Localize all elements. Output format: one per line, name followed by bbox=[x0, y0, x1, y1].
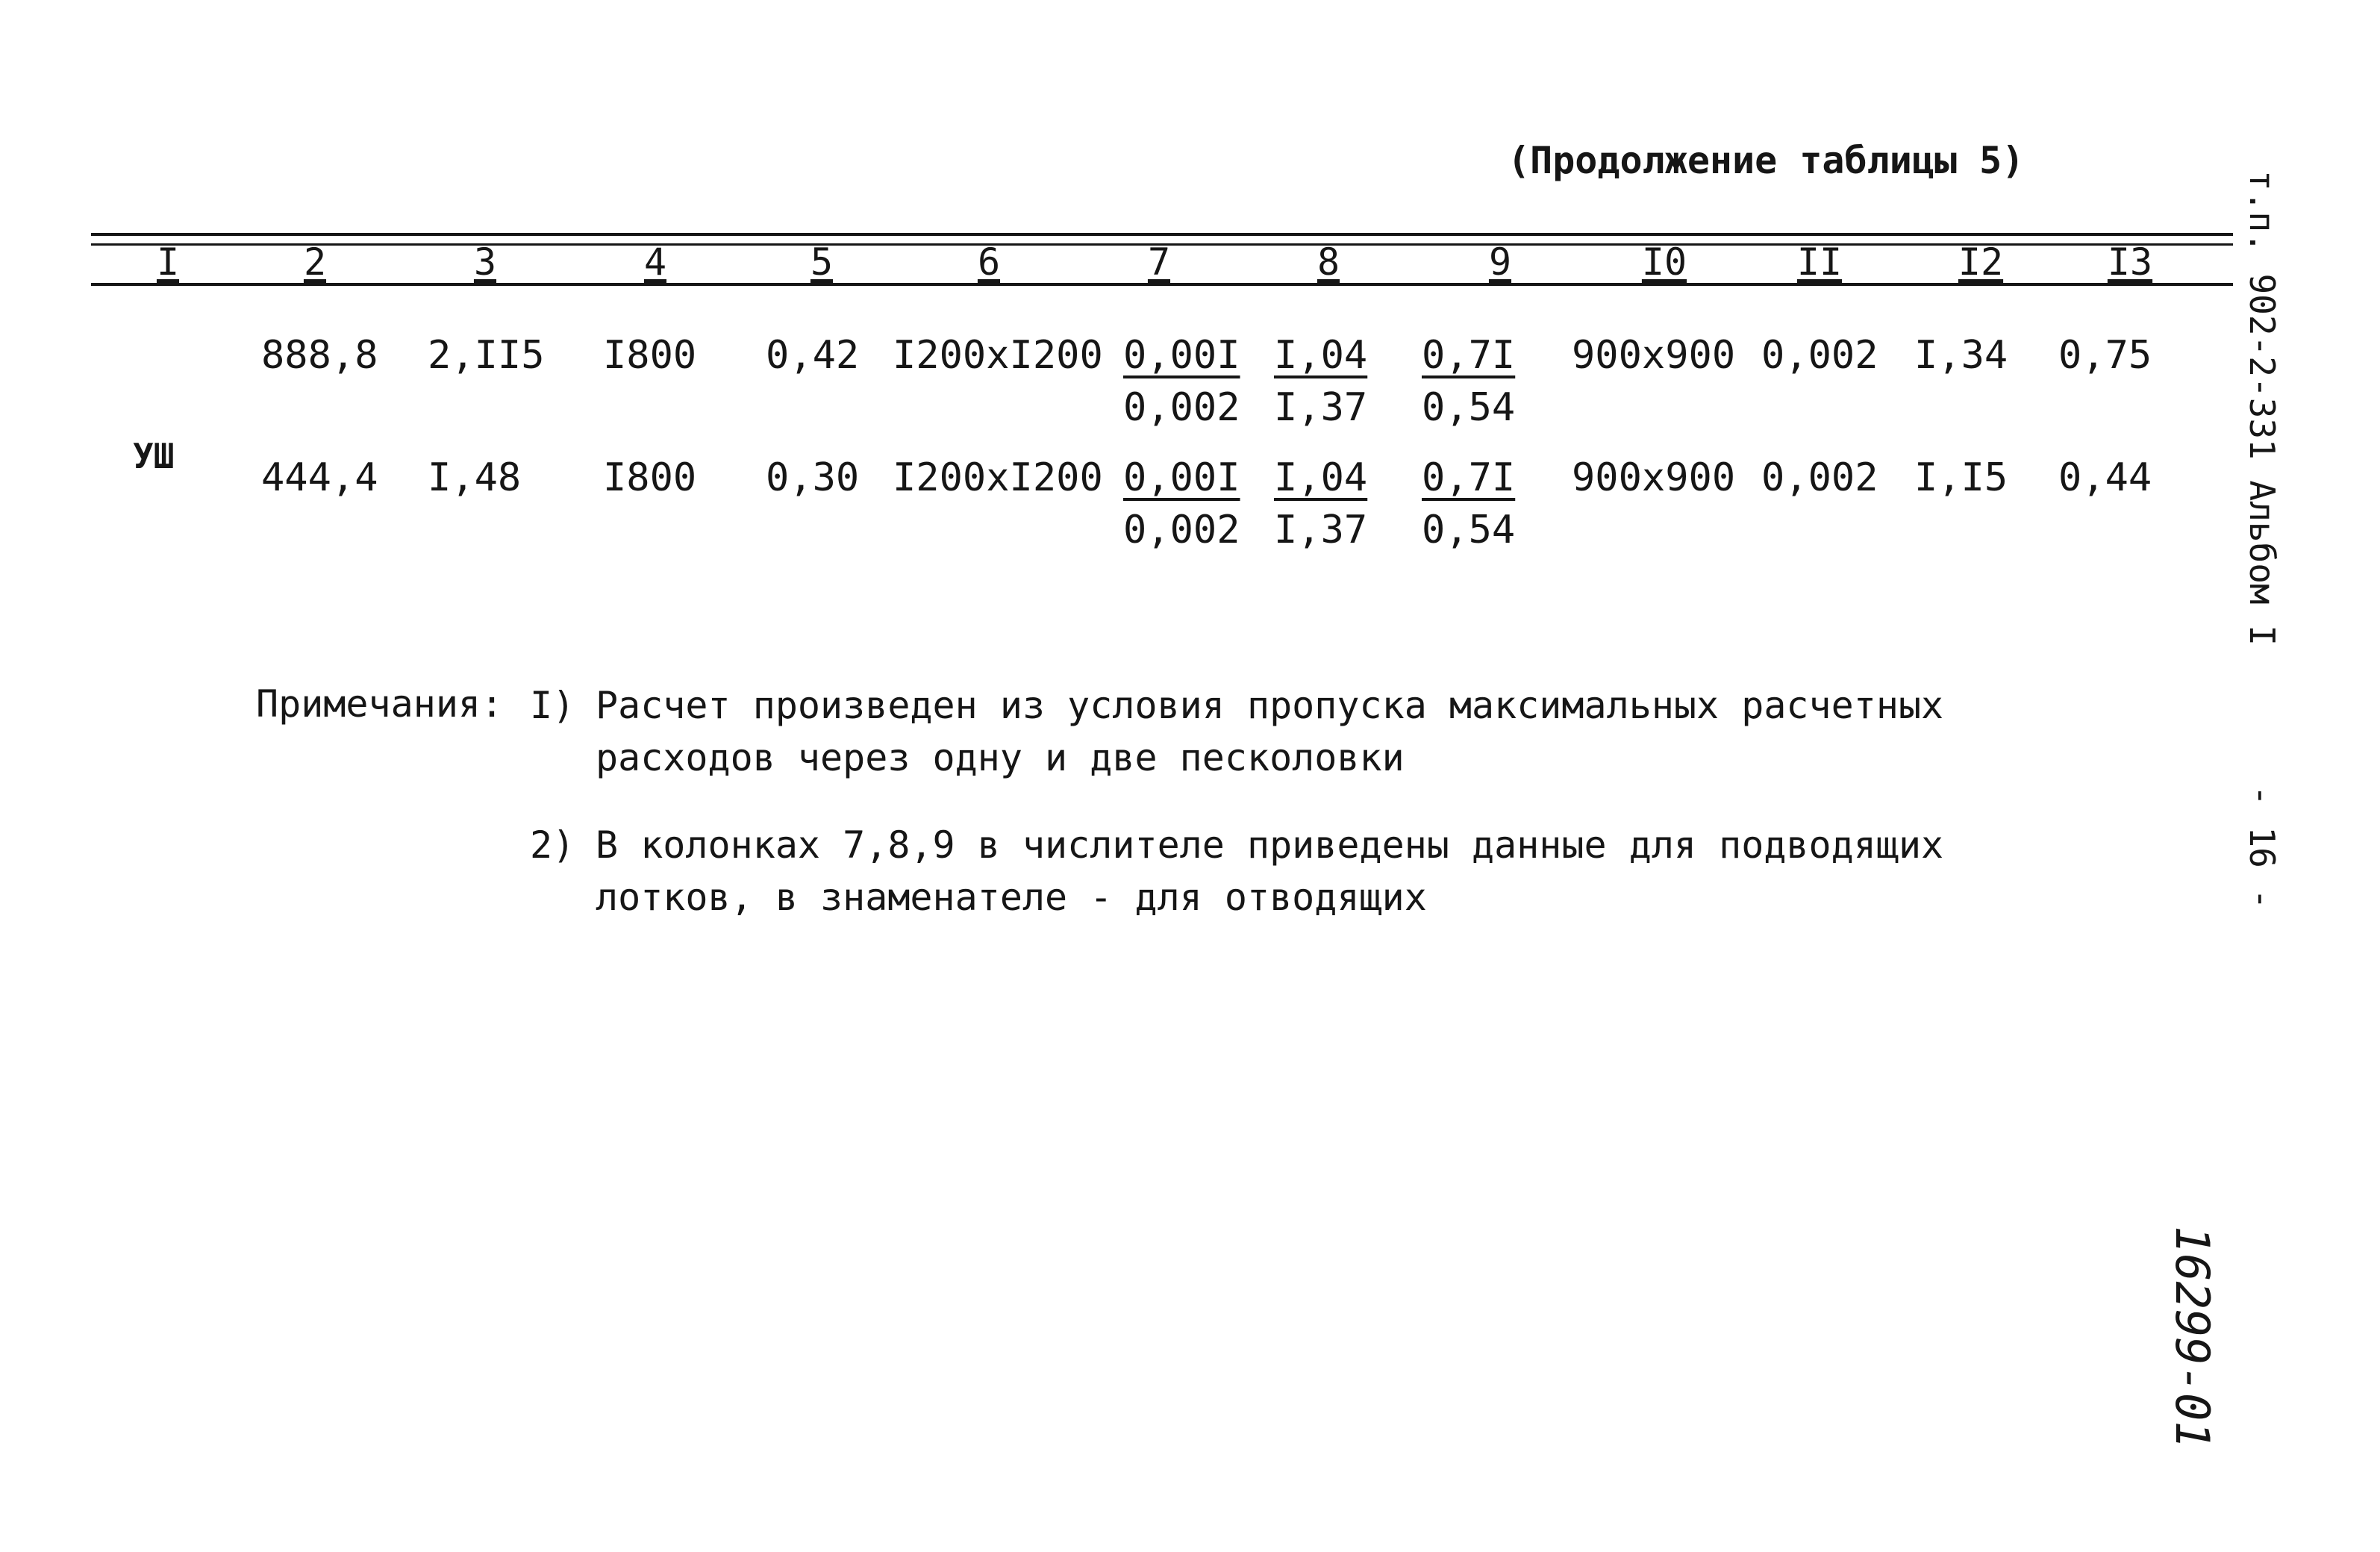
table-top-rule bbox=[91, 233, 2233, 236]
note-1 bbox=[530, 679, 1954, 784]
column-header-11: II bbox=[1796, 240, 1843, 284]
row2-col7-numerator: 0,00I bbox=[1123, 455, 1240, 500]
page-number: - 16 - bbox=[2242, 785, 2282, 910]
row1-col8-numerator: I,04 bbox=[1274, 333, 1368, 378]
row2-col5: 0,30 bbox=[766, 455, 860, 500]
row1-col6: I200xI200 bbox=[893, 333, 1103, 378]
row2-col8-numerator: I,04 bbox=[1274, 455, 1368, 500]
column-header-9: 9 bbox=[1488, 240, 1512, 284]
column-header-12: I2 bbox=[1958, 240, 2004, 284]
row2-col3: I,48 bbox=[428, 455, 522, 500]
row1-col8-denominator: I,37 bbox=[1274, 385, 1368, 430]
row1-col4: I800 bbox=[603, 333, 697, 378]
row2-col2: 444,4 bbox=[261, 455, 378, 500]
document-reference: т.п. 902-2-331 Альбом I bbox=[2242, 170, 2282, 646]
row2-col10: 900x900 bbox=[1572, 455, 1736, 500]
row1-col9-numerator: 0,7I bbox=[1422, 333, 1516, 378]
row2-col9-numerator: 0,7I bbox=[1422, 455, 1516, 500]
column-header-3: 3 bbox=[473, 240, 497, 284]
row2-col8-denominator: I,37 bbox=[1274, 508, 1368, 552]
row1-col7-denominator: 0,002 bbox=[1123, 385, 1240, 430]
row1-col2: 888,8 bbox=[261, 333, 378, 378]
row1-col11: 0,002 bbox=[1761, 333, 1878, 378]
row1-col13: 0,75 bbox=[2058, 333, 2152, 378]
row2-col9-denominator: 0,54 bbox=[1422, 508, 1516, 552]
column-header-1: I bbox=[156, 240, 180, 284]
note-1-marker: I) bbox=[530, 684, 575, 727]
column-header-13: I3 bbox=[2107, 240, 2153, 284]
row2-col13: 0,44 bbox=[2058, 455, 2152, 500]
column-header-4: 4 bbox=[643, 240, 667, 284]
column-header-10: I0 bbox=[1641, 240, 1687, 284]
row-group-label: УШ bbox=[133, 436, 175, 476]
row1-col7-numerator: 0,00I bbox=[1123, 333, 1240, 378]
column-header-2: 2 bbox=[303, 240, 327, 284]
column-header-8: 8 bbox=[1317, 240, 1340, 284]
row2-col12: I,I5 bbox=[1914, 455, 2008, 500]
row2-col6: I200xI200 bbox=[893, 455, 1103, 500]
column-header-7: 7 bbox=[1147, 240, 1171, 284]
row1-col12: I,34 bbox=[1914, 333, 2008, 378]
row2-col11: 0,002 bbox=[1761, 455, 1878, 500]
row1-col9-denominator: 0,54 bbox=[1422, 385, 1516, 430]
column-header-6: 6 bbox=[977, 240, 1001, 284]
note-2-marker: 2) bbox=[530, 823, 575, 867]
row1-col10: 900x900 bbox=[1572, 333, 1736, 378]
inventory-stamp: 16299-01 bbox=[2165, 1226, 2220, 1449]
row2-col4: I800 bbox=[603, 455, 697, 500]
notes-label: Примечания: bbox=[256, 682, 504, 726]
row1-col3: 2,II5 bbox=[428, 333, 545, 378]
note-1-text: Расчет произведен из условия пропуска максимальных расчетных расходов через одну и две песколовки bbox=[596, 684, 1944, 779]
note-2 bbox=[530, 819, 1954, 923]
note-2-text: В колонках 7,8,9 в числителе приведены данные для подводящих лотков, в знаменателе - для отводящих bbox=[596, 823, 1944, 919]
row1-col5: 0,42 bbox=[766, 333, 860, 378]
row2-col7-denominator: 0,002 bbox=[1123, 508, 1240, 552]
column-header-5: 5 bbox=[810, 240, 834, 284]
table-caption: (Продолжение таблицы 5) bbox=[1508, 139, 2025, 182]
